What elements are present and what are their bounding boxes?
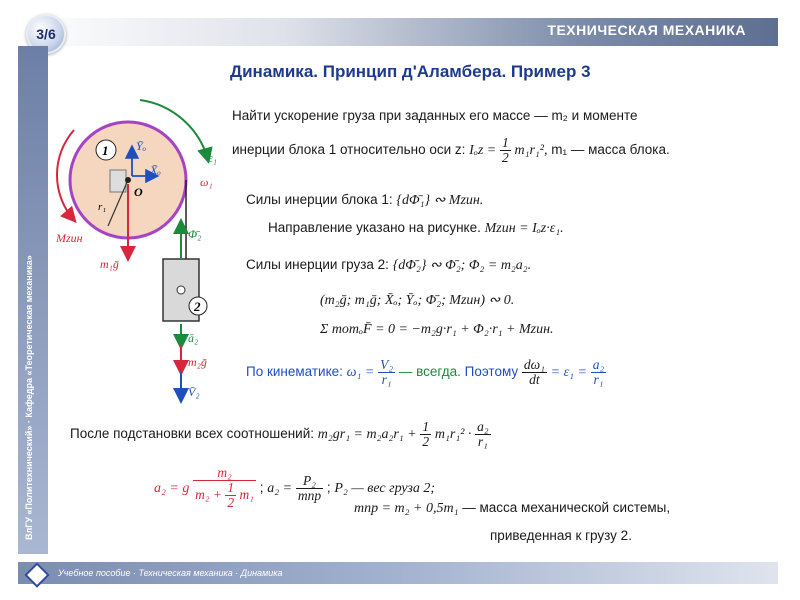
fraction: $\frac{\text{a₂}}{\text{r₁}}$ — [592, 357, 605, 388]
label-Yo: Ȳₒ — [136, 139, 147, 153]
pivot-point — [125, 177, 131, 183]
label-a2: ā₂ — [188, 331, 199, 345]
problem-line-1: Найти ускорение груза при заданных его массе — m₂ и моменте — [232, 108, 638, 123]
kinematics-line: По кинематике: ω₁ = $\frac{\text{V₂}}{\text{r₁}}$ — всегда. Поэтому $\frac{\text{dω₁}}{dt}$ = ε₁ = $\frac{\text{a₂}}{\text{r₁}}$ — [246, 357, 605, 388]
page-title: Динамика. Принцип д'Аламбера. Пример 3 — [230, 62, 591, 81]
reduced-mass-line: mпр = m₂ + 0,5m₁ — масса механической системы, — [354, 500, 671, 516]
label-m2g: m₂ḡ — [188, 355, 207, 369]
direction-line: Направление указано на рисунке. Mzин = Iₒz·ε₁. — [268, 220, 564, 236]
block-forces-line: Силы инерции блока 1: {dΦ̄₁} ∾ Mzин. — [246, 192, 484, 208]
label-2: 2 — [194, 299, 201, 314]
course-title: ТЕХНИЧЕСКАЯ МЕХАНИКА — [547, 22, 746, 38]
label-1: 1 — [102, 143, 109, 158]
load-forces-line: Силы инерции груза 2: {dΦ̄₂} ∾ Φ̄₂; Φ₂ = m₂a₂. — [246, 257, 532, 273]
label-O: O — [134, 185, 143, 199]
label-omega: ω₁ — [200, 175, 213, 189]
label-m1g: m₁ḡ — [100, 257, 119, 271]
fraction: $\frac{\text{a₂}}{\text{r₁}}$ — [477, 419, 489, 450]
substitution-line: После подстановки всех соотношений: m₂gr₁ = m₂a₂r₁ + $\frac{1}{2}$ m₁r₁² · $\frac{\text{a₂}}{\text{r₁}}$ — [70, 419, 489, 450]
label-Xo: X̄ₒ — [150, 163, 161, 177]
reduced-mass-line-2: приведенная к грузу 2. — [490, 528, 632, 543]
result-fraction: m₂ m₂ + $\frac{1}{2}$ m₁ — [195, 465, 254, 511]
problem-line-2: инерции блока 1 относительно оси z: Iₒz = $\frac{1}{2}$ m₁r₁², m₁ — масса блока. — [232, 135, 670, 166]
load-center — [177, 286, 185, 294]
page-number: 3/6 — [36, 26, 56, 42]
label-r1: r₁ — [98, 201, 107, 213]
equilibrium-system: (m₂ḡ; m₁ḡ; X̄ₒ; Ȳₒ; Φ̄₂; Mzин) ∾ 0. — [320, 293, 515, 308]
result-line: a₂ = g m₂ m₂ + $\frac{1}{2}$ m₁ ; a₂ = $\frac{\text{P₂}}{\text{mпр}}$ ; P₂ — вес груза 2; — [154, 465, 436, 511]
fraction: $\frac{\text{V₂}}{\text{r₁}}$ — [380, 357, 394, 388]
label-moment: Mzин — [56, 231, 83, 245]
side-strip-text: ВлГУ «Политехнический» · Кафедра «Теоретическая механика» — [24, 255, 34, 540]
fraction: $\frac{\text{dω₁}}{dt}$ — [523, 357, 545, 388]
footer-text: Учебное пособие · Техническая механика · Динамика — [58, 568, 283, 578]
fraction: $\frac{1}{2}$ — [501, 135, 509, 166]
fraction: $\frac{\text{P₂}}{\text{mпр}}$ — [297, 472, 322, 503]
label-epsilon: ε₁ — [208, 151, 217, 165]
label-v2: V̄₂ — [188, 385, 200, 399]
fraction: $\frac{1}{2}$ — [422, 419, 430, 450]
moment-equation: Σ momₒF̄ = 0 = −m₂g·r₁ + Φ₂·r₁ + Mzин. — [320, 322, 554, 337]
label-phi2: Φ̄₂ — [188, 227, 202, 241]
